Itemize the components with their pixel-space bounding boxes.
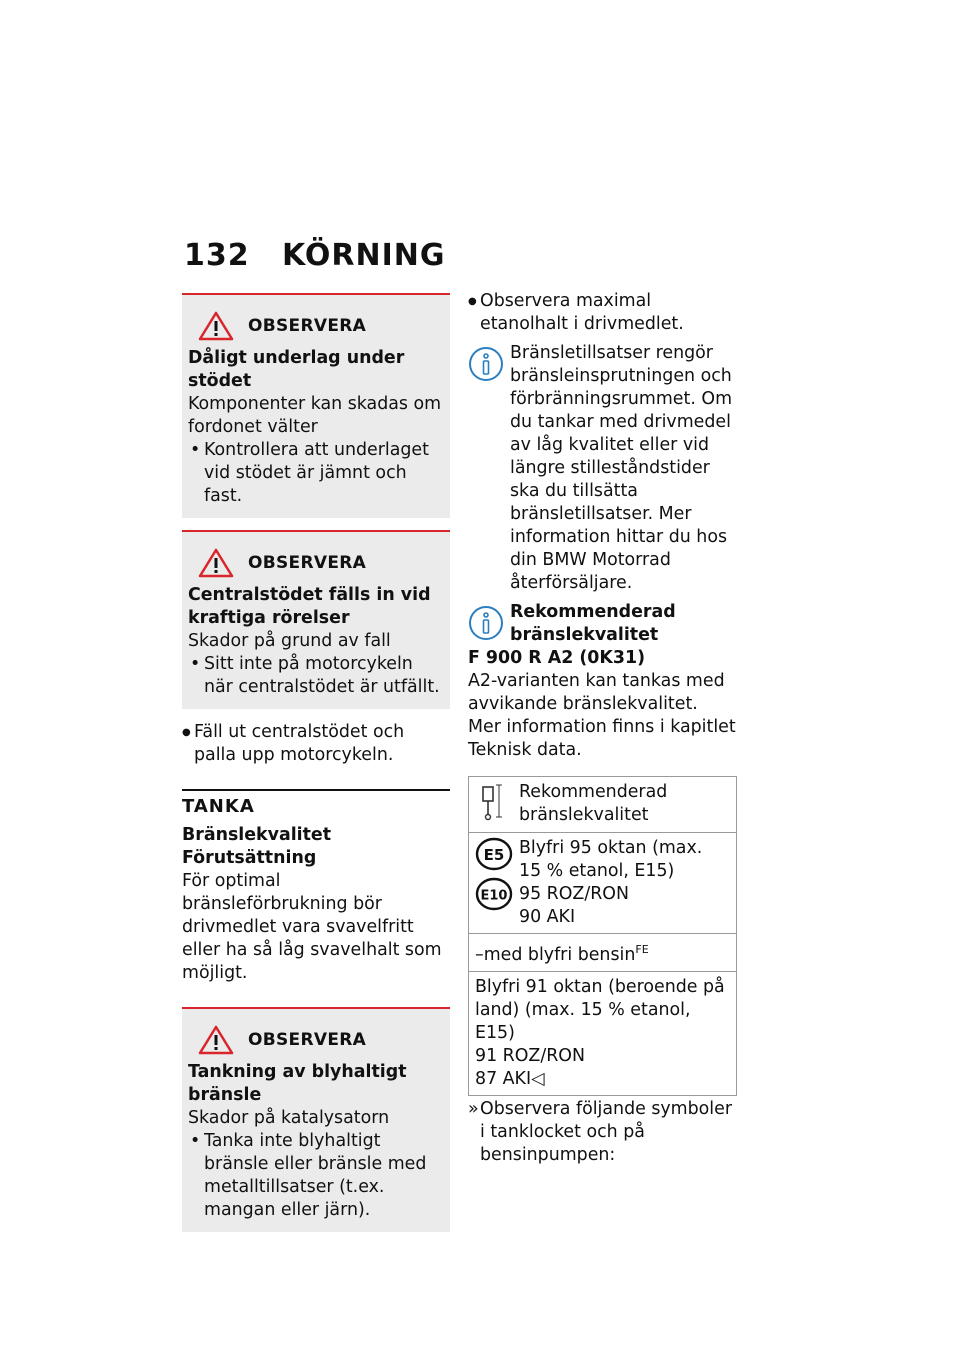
notice-bullet: • Kontrollera att underlaget vid stödet är jämnt och fast. xyxy=(188,439,442,508)
section-title: TANKA xyxy=(182,789,450,818)
notice-label: OBSERVERA xyxy=(248,1029,367,1050)
info-text: Bränsletillsatser rengör bränsleinsprutningen och förbränningsrummet. Om du tankar med drivmedel av låg kvalitet eller vid längre stilleståndstider ska du tillsätta bränsletillsatser. Mer information hittar du hos din BMW Motorrad återförsäljare. xyxy=(510,343,733,593)
warning-icon xyxy=(198,548,234,578)
badge-label: E5 xyxy=(483,846,505,864)
notice-heading: Centralstödet fälls in vid kraftiga rörelser xyxy=(188,585,431,628)
fuel-quality-icon xyxy=(475,781,505,821)
step-item: ● Observera maximal etanolhalt i drivmedlet. xyxy=(468,290,736,336)
notice-box xyxy=(182,530,450,709)
left-column xyxy=(182,293,450,1244)
fuel-line: 91 ROZ/RON xyxy=(475,1045,585,1066)
info-block xyxy=(468,601,736,647)
warning-icon xyxy=(198,311,234,341)
fuel-line: 15 % etanol, E15) xyxy=(519,861,675,881)
notice-heading: Dåligt underlag under stödet xyxy=(188,348,405,391)
info-icon xyxy=(468,605,504,641)
notice-bullet: • Tanka inte blyhaltigt bränsle eller bränsle med metalltillsatser (t.ex. mangan eller järn). xyxy=(188,1130,442,1222)
step-item: ● Fäll ut centralstödet och palla upp motorcykeln. xyxy=(182,721,450,767)
fuel-line: Blyfri 95 oktan (max. xyxy=(519,838,703,858)
fuel-spec-table xyxy=(468,776,737,1096)
fuel-line: 87 AKI◁ xyxy=(475,1068,545,1089)
fuel-alt: –med blyfri bensin xyxy=(475,944,636,965)
fuel-line: Blyfri 91 oktan (beroende på land) (max. 15 % etanol, E15) xyxy=(475,976,725,1043)
model-text: A2-varianten kan tankas med avvikande bränslekvalitet. Mer information finns i kapitlet Teknisk data. xyxy=(468,671,736,760)
subheading: Förutsättning xyxy=(182,848,317,868)
table-header: Rekommenderad bränslekvalitet xyxy=(519,782,668,825)
e10-badge-icon xyxy=(475,877,513,911)
body-text: För optimal bränsleförbrukning bör drivmedlet vara svavelfritt eller ha så låg svavelhalt som möjligt. xyxy=(182,871,442,983)
page-header xyxy=(184,238,446,273)
right-column xyxy=(468,290,736,1167)
fuel-alt-sup: FE xyxy=(635,943,649,956)
page-number: 132 xyxy=(184,238,250,273)
model-heading: F 900 R A2 (0K31) xyxy=(468,648,646,668)
notice-bullet: • Sitt inte på motorcykeln när centralstödet är utfällt. xyxy=(188,653,442,699)
notice-box xyxy=(182,1007,450,1232)
e5-badge-icon xyxy=(475,837,513,871)
notice-box xyxy=(182,293,450,518)
notice-text: Skador på grund av fall xyxy=(188,631,391,651)
fuel-line: 90 AKI xyxy=(519,907,576,927)
notice-label: OBSERVERA xyxy=(248,315,367,336)
notice-heading: Tankning av blyhaltigt bränsle xyxy=(188,1062,407,1105)
subheading: Bränslekvalitet xyxy=(182,825,332,845)
info-block xyxy=(468,342,736,595)
warning-icon xyxy=(198,1025,234,1055)
result-item: » Observera följande symboler i tanklocket och på bensinpumpen: xyxy=(468,1098,736,1167)
fuel-line: 95 ROZ/RON xyxy=(519,884,629,904)
notice-label: OBSERVERA xyxy=(248,552,367,573)
badge-label: E10 xyxy=(480,888,508,904)
chapter-title: KÖRNING xyxy=(282,238,446,273)
info-icon xyxy=(468,346,504,382)
info-title: Rekommenderad bränslekvalitet xyxy=(510,602,676,645)
notice-text: Skador på katalysatorn xyxy=(188,1108,390,1128)
notice-text: Komponenter kan skadas om fordonet välter xyxy=(188,394,442,437)
